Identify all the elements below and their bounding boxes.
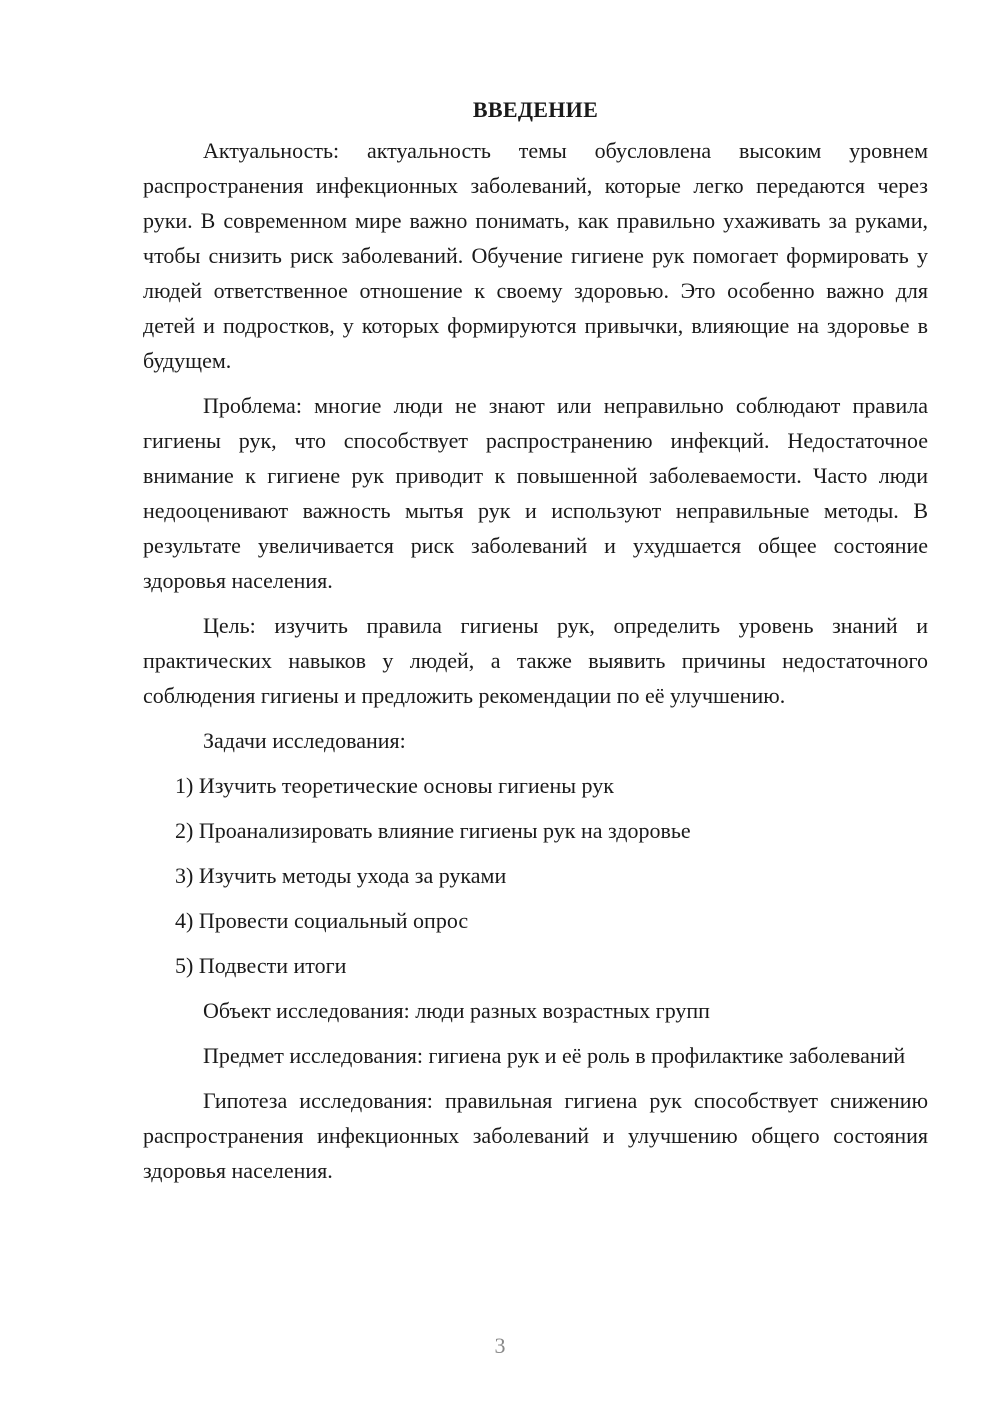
problem-paragraph: Проблема: многие люди не знают или неправильно соблюдают правила гигиены рук, что способствует распространению инфекций. Недостаточное внимание к гигиене рук приводит к повышенной заболеваемости. Часто люди недооценивают важность мытья рук и используют неправильные методы. В результате увеличивается риск заболеваний и ухудшается общее состояние здоровья населения. <box>143 393 928 593</box>
hypothesis-paragraph: Гипотеза исследования: правильная гигиена рук способствует снижению распространения инфекционных заболеваний и улучшению общего состояния здоровья населения. <box>143 1088 928 1183</box>
document-body <box>143 92 928 1188</box>
list-item: 2) Проанализировать влияние гигиены рук на здоровье <box>175 818 691 843</box>
subject-paragraph: Предмет исследования: гигиена рук и её роль в профилактике заболеваний <box>203 1043 906 1068</box>
list-item: 1) Изучить теоретические основы гигиены рук <box>175 773 614 798</box>
tasks-heading: Задачи исследования: <box>203 728 406 753</box>
list-item: 4) Провести социальный опрос <box>175 908 469 933</box>
tasks-list <box>143 768 928 983</box>
relevance-paragraph: Актуальность: актуальность темы обусловлена высоким уровнем распространения инфекционных заболеваний, которые легко передаются через руки. В современном мире важно понимать, как правильно ухаживать за руками, чтобы снизить риск заболеваний. Обучение гигиене рук помогает формировать у людей ответственное отношение к своему здоровью. Это особенно важно для детей и подростков, у которых формируются привычки, влияющие на здоровье в будущем. <box>143 138 928 373</box>
goal-paragraph: Цель: изучить правила гигиены рук, определить уровень знаний и практических навыков у людей, а также выявить причины недостаточного соблюдения гигиены и предложить рекомендации по её улучшению. <box>143 613 928 708</box>
list-item: 5) Подвести итоги <box>175 953 347 978</box>
page-number: 3 <box>494 1333 506 1358</box>
object-paragraph: Объект исследования: люди разных возрастных групп <box>203 998 710 1023</box>
page-title: ВВЕДЕНИЕ <box>472 97 599 122</box>
list-item: 3) Изучить методы ухода за руками <box>175 863 507 888</box>
